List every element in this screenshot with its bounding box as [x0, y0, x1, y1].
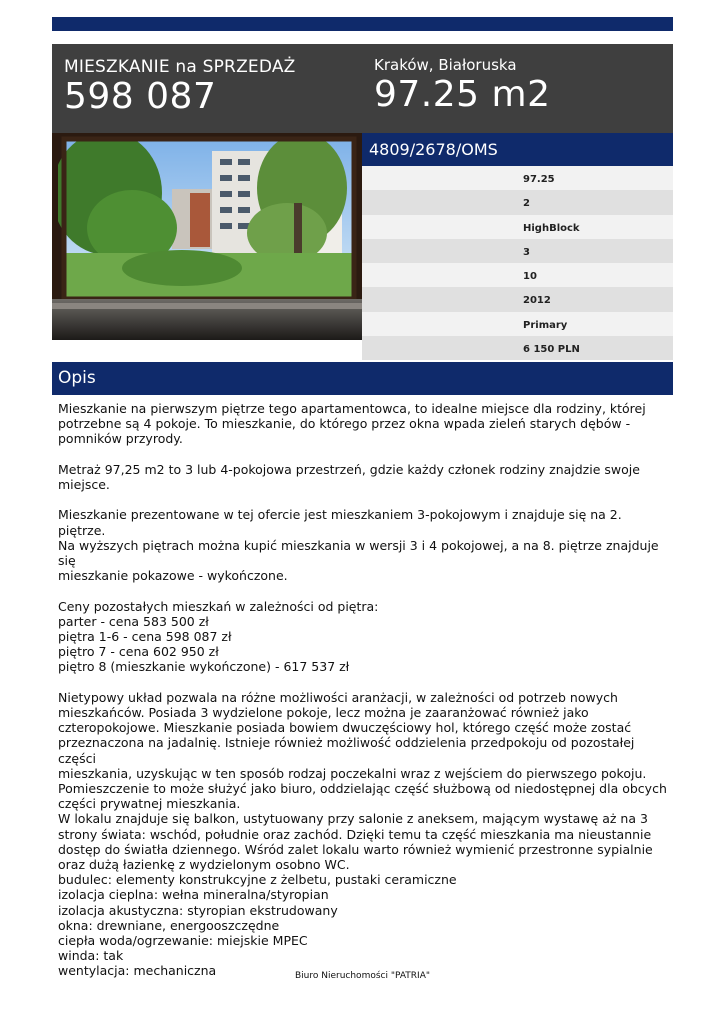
window-view-image	[52, 133, 362, 340]
description-line: części prywatnej mieszkania.	[58, 796, 241, 812]
top-accent-bar	[52, 17, 673, 31]
detail-row	[362, 215, 673, 239]
listing-area: 97.25 m2	[374, 74, 551, 115]
detail-row	[362, 166, 673, 190]
description-line: Na wyższych piętrach można kupić mieszkania w wersji 3 i 4 pokojowej, a na 8. piętrze znajduje się	[58, 537, 659, 568]
detail-value: 97.25	[523, 174, 555, 185]
description-line	[58, 675, 670, 690]
agency-footer: Biuro Nieruchomości "PATRIA"	[294, 971, 430, 981]
description-line: ciepła woda/ogrzewanie: miejskie MPEC	[58, 933, 308, 949]
description-line: przeznaczona na jadalnię. Istnieje również możliwość oddzielenia przedpokoju od pozostałej części	[58, 735, 635, 766]
description-line: miejsce.	[58, 477, 110, 492]
reference-number: 4809/2678/OMS	[369, 140, 498, 159]
detail-row	[362, 287, 673, 311]
description-line: potrzebne są 4 pokoje. To mieszkanie, do którego przez okna wpada zieleń starych dębów -	[58, 416, 631, 432]
description-line: oraz dużą łazienkę z wydzielonym osobno WC.	[58, 857, 350, 873]
description-line: mieszkania, uzyskując w ten sposób rodzaj poczekalni wraz z wejściem do pierwszego pokoju.	[58, 765, 647, 781]
description-line: Ceny pozostałych mieszkań w zależności od piętra:	[58, 598, 379, 614]
description-line: izolacja akustyczna: styropian ekstrudowany	[58, 902, 338, 918]
detail-value: 3	[523, 246, 530, 258]
detail-row	[362, 190, 673, 214]
reference-bar	[362, 133, 673, 166]
description-line: Pomieszczenie to może służyć jako biuro, oddzielając część służbową od niedostępnej dla obcych	[58, 781, 667, 797]
description-line: Mieszkanie na pierwszym piętrze tego apartamentowca, to idealne miejsce dla rodziny, której	[58, 401, 646, 416]
listing-type: MIESZKANIE na SPRZEDAŻ	[64, 57, 296, 77]
description-line: parter - cena 583 500 zł	[58, 613, 209, 629]
description-line: Mieszkanie prezentowane w tej ofercie jest mieszkaniem 3-pokojowym i znajduje się na 2. piętrze.	[58, 507, 622, 538]
detail-row	[362, 312, 673, 336]
description-line: mieszkańców. Posiada 3 wydzielone pokoje, lecz można je zaaranżować również jako	[58, 705, 589, 720]
detail-value: HighBlock	[523, 222, 580, 234]
detail-row	[362, 336, 673, 360]
description-header	[52, 362, 673, 395]
description-line: piętro 7 - cena 602 950 zł	[58, 644, 219, 660]
description-line: W lokalu znajduje się balkon, ustytuowany przy salonie z aneksem, mającym wystawę aż na 3	[58, 811, 648, 827]
detail-value: 10	[523, 271, 537, 283]
detail-value: 2	[523, 198, 530, 210]
description-line: dostęp do światła dziennego. Wśród zalet lokalu warto również wymienić przestronne sypialnie	[58, 841, 653, 857]
description-body	[58, 401, 670, 979]
description-line: mieszkanie pokazowe - wykończone.	[58, 568, 288, 584]
description-line: okna: drewniane, energooszczędne	[58, 917, 280, 933]
description-line: pomników przyrody.	[58, 431, 183, 447]
listing-header	[52, 44, 673, 133]
description-line: winda: tak	[58, 948, 124, 964]
description-line	[58, 447, 670, 462]
listing-location: Kraków, Białoruska	[374, 56, 517, 74]
description-line: Nietypowy układ pozwala na różne możliwości aranżacji, w zależności od potrzeb nowych	[58, 689, 618, 705]
description-line: budulec: elementy konstrukcyjne z żelbetu, pustaki ceramiczne	[58, 872, 457, 888]
description-line: wentylacja: mechaniczna	[58, 963, 217, 979]
details-table	[362, 166, 673, 360]
description-line	[58, 492, 670, 507]
description-line: piętra 1-6 - cena 598 087 zł	[58, 629, 232, 644]
detail-value: 2012	[523, 295, 551, 307]
description-line: izolacja cieplna: wełna mineralna/styropian	[58, 887, 329, 903]
description-line: Metraż 97,25 m2 to 3 lub 4-pokojowa przestrzeń, gdzie każdy członek rodziny znajdzie swoje	[58, 461, 640, 477]
description-line	[58, 583, 670, 598]
detail-row	[362, 263, 673, 287]
listing-price: 598 087	[64, 76, 217, 117]
description-line: czteropokojowe. Mieszkanie posiada bowiem dwuczęściowy hol, którego część może zostać	[58, 720, 632, 736]
property-photo	[52, 133, 362, 340]
detail-value: Primary	[523, 319, 568, 331]
description-line: piętro 8 (mieszkanie wykończone) - 617 537 zł	[58, 659, 350, 675]
detail-value: 6 150 PLN	[523, 344, 580, 356]
detail-row	[362, 239, 673, 263]
description-title: Opis	[58, 368, 96, 388]
description-line: strony świata: wschód, południe oraz zachód. Dzięki temu ta część mieszkania ma nieustannie	[58, 826, 652, 842]
